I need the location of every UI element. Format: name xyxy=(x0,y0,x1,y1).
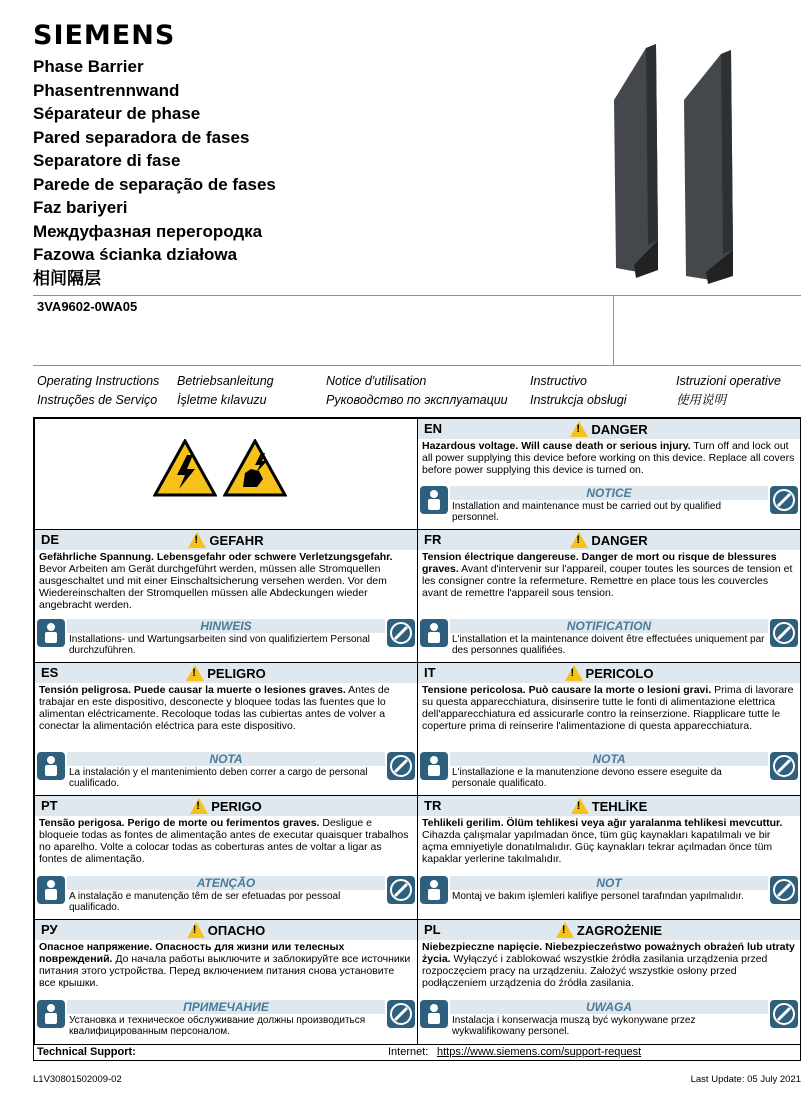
qualified-person-icon xyxy=(37,1000,65,1028)
danger-bold: Опасное напряжение. Опасность для жизни или телесных повреждений. xyxy=(39,941,345,965)
warning-triangle-icon xyxy=(186,665,204,681)
notice-text: L'installation et la maintenance doivent être effectuées uniquement par des personnes qualifiées. xyxy=(452,634,765,656)
danger-bold: Tensão perigosa. Perigo de morte ou ferimentos graves. xyxy=(39,817,320,829)
manual-es: Instructivo xyxy=(530,374,587,388)
tool-icon xyxy=(770,752,798,780)
safety-grid xyxy=(33,417,801,1061)
lang-code: FR xyxy=(424,532,442,547)
tool-icon xyxy=(770,876,798,904)
danger-title: DANGER xyxy=(591,422,648,437)
danger-text: Wyłączyć i zablokować wszystkie źródła zasilania urządzenia przed rozpoczęciem pracy na urządzeniu. Założyć wszystkie osłony przed podłączeniem urządzenia do źródła zasilania. xyxy=(422,953,768,989)
danger-text: Avant d'intervenir sur l'appareil, couper toutes les sources de tension et les consigner contre la refermeture. Remettre en place tous les couvercles avant de remettre l'appareil sous tension. xyxy=(422,563,793,599)
notice-text: Installations- und Wartungsarbeiten sind von qualifiziertem Personal durchzuführen. xyxy=(69,634,370,656)
section-pt xyxy=(34,795,418,920)
tool-icon xyxy=(770,1000,798,1028)
danger-title: PELIGRO xyxy=(207,666,266,681)
danger-title: TEHLİKE xyxy=(591,799,648,814)
danger-text: Prima di lavorare su questa apparecchiatura, disinserire tutte le fonti di alimentazione elettrica dell'apparecchiatura ed assicurarle contro la reinserzione. Riapplicare tutte le coperture prima di reinserire l'alimentazione di questa apparecchiatura. xyxy=(422,684,794,732)
notice-text: A instalação e manutenção têm de ser efetuadas por pessoal qualificado. xyxy=(69,891,341,913)
lang-code: IT xyxy=(424,665,436,680)
internet-label: Internet: xyxy=(388,1046,429,1058)
warning-triangle-icon xyxy=(190,798,208,814)
tool-icon xyxy=(387,752,415,780)
notice-title: NOTA xyxy=(67,752,385,766)
tool-icon xyxy=(387,1000,415,1028)
section-en xyxy=(417,418,801,530)
danger-text: Bevor Arbeiten am Gerät durchgeführt werden, müssen alle Stromquellen ausgeschaltet und mit einer Einschaltsicherung versehen werden. Vor dem Wiedereinschalten der Stromquellen müssen alle Abdeckungen wieder angebracht werden. xyxy=(39,563,387,611)
manual-it: Istruzioni operative xyxy=(676,374,781,388)
product-titles xyxy=(33,55,276,290)
danger-title: DANGER xyxy=(591,533,648,548)
notice-title: ПРИМЕЧАНИЕ xyxy=(67,1000,385,1014)
manual-fr: Notice d'utilisation xyxy=(326,374,427,388)
tool-icon xyxy=(387,619,415,647)
lang-code: PL xyxy=(424,922,441,937)
notice-text: Установка и техническое обслуживание должны производиться квалифицированным персоналом. xyxy=(69,1015,366,1037)
section-fr xyxy=(417,529,801,663)
phase-barrier-image xyxy=(606,40,746,290)
manual-pl: Instrukcja obsługi xyxy=(530,392,627,407)
danger-bold: Tehlikeli gerilim. Ölüm tehlikesi veya ağır yaralanma tehlikesi mevcuttur. xyxy=(422,817,783,829)
warning-triangle-icon xyxy=(556,922,574,938)
title-pl: Fazowa ścianka działowa xyxy=(33,245,238,264)
section-pl xyxy=(417,919,801,1045)
siemens-logo: SIEMENS xyxy=(33,20,176,51)
title-it: Separatore di fase xyxy=(33,151,181,170)
manual-ru: Руководство по эксплуатации xyxy=(326,392,508,407)
section-tr xyxy=(417,795,801,920)
warning-triangle-icon xyxy=(187,922,205,938)
qualified-person-icon xyxy=(420,619,448,647)
danger-text: Desligue e bloqueie todas as fontes de alimentação antes de executar quaisquer trabalhos no aparelho. Volte a colocar todas as coberturas antes de voltar a ligar as fontes de alimentação. xyxy=(39,817,409,865)
manual-zh: 使用说明 xyxy=(676,392,727,407)
notice-text: L'installazione e la manutenzione devono essere eseguite da personale qualificato. xyxy=(452,767,722,789)
danger-bold: Tensione pericolosa. Può causare la morte o lesioni gravi. xyxy=(422,684,712,696)
title-es: Pared separadora de fases xyxy=(33,127,250,147)
qualified-person-icon xyxy=(37,752,65,780)
warning-triangle-icon xyxy=(570,532,588,548)
title-ru: Междуфазная перегородка xyxy=(33,221,263,241)
lang-code: DE xyxy=(41,532,60,547)
danger-bold: Hazardous voltage. Will cause death or serious injury. xyxy=(422,440,691,452)
title-pt: Parede de separação de fases xyxy=(33,174,276,194)
notice-text: La instalación y el mantenimiento deben correr a cargo de personal cualificado. xyxy=(69,767,368,789)
qualified-person-icon xyxy=(420,1000,448,1028)
danger-bold: Tensión peligrosa. Puede causar la muerte o lesiones graves. xyxy=(39,684,346,696)
notice-title: UWAGA xyxy=(450,1000,768,1014)
title-fr: Séparateur de phase xyxy=(33,104,201,123)
qualified-person-icon xyxy=(37,619,65,647)
manual-tr: İşletme kılavuzu xyxy=(177,392,267,407)
technical-support-label: Technical Support: xyxy=(37,1046,136,1058)
document-id: L1V30801502009-02 xyxy=(33,1074,122,1085)
danger-text: Antes de trabajar en este dispositivo, desconecte y bloquee todas las fuentes que lo alimentan eléctricamente. Recoloque todas las cubiertas antes de volver a conectar la alimentación eléctrica para este dispositivo. xyxy=(39,684,390,732)
warning-triangle-icon xyxy=(565,665,583,681)
danger-text: До начала работы выключите и заблокируйте все источники питания этого устройства. Перед включением питания снова установите все крышки. xyxy=(39,953,411,989)
lang-code: TR xyxy=(424,798,442,813)
title-en: Phase Barrier xyxy=(33,57,144,76)
notice-text: Instalacja i konserwacja muszą być wykonywane przez wykwalifikowany personel. xyxy=(452,1015,696,1037)
danger-bold: Tension électrique dangereuse. Danger de mort ou risque de blessures graves. xyxy=(422,551,777,575)
notice-title: NOTIFICATION xyxy=(450,619,768,633)
notice-title: HINWEIS xyxy=(67,619,385,633)
warning-triangle-icon xyxy=(571,798,589,814)
electrocution-hand-warning-icon xyxy=(223,439,287,497)
qualified-person-icon xyxy=(420,752,448,780)
danger-bold: Gefährliche Spannung. Lebensgefahr oder schwere Verletzungsgefahr. xyxy=(39,551,393,563)
danger-title: ZAGROŻENIE xyxy=(576,923,663,938)
danger-bold: Niebezpieczne napięcie. Niebezpieczeństwo poważnych obrażeń lub utraty życia. xyxy=(422,941,795,965)
title-zh: 相间隔层 xyxy=(33,268,101,288)
electric-shock-warning-icon xyxy=(153,439,217,497)
qualified-person-icon xyxy=(420,876,448,904)
warning-triangle-icon xyxy=(188,532,206,548)
warning-triangle-icon xyxy=(570,421,588,437)
lang-code: РУ xyxy=(41,922,58,937)
qualified-person-icon xyxy=(37,876,65,904)
danger-title: ОПАСНО xyxy=(207,923,266,938)
title-tr: Faz bariyeri xyxy=(33,198,128,217)
section-ru xyxy=(34,919,418,1045)
danger-text: Cihazda çalışmalar yapılmadan önce, tüm güç kaynakları kapatılmalı ve bir açma emniyetiyle donatılmalıdır. Güç kaynakları tekrar açılmadan önce tüm kapaklar yerlerine takılmalıdır. xyxy=(422,829,773,865)
pictogram-cell xyxy=(34,418,418,530)
support-link[interactable]: https://www.siemens.com/support-request xyxy=(437,1046,642,1058)
notice-text: Installation and maintenance must be carried out by qualified personnel. xyxy=(452,501,722,523)
title-de: Phasentrennwand xyxy=(33,80,180,100)
danger-title: PERIGO xyxy=(211,799,262,814)
lang-code: PT xyxy=(41,798,58,813)
section-it xyxy=(417,662,801,796)
danger-text: Turn off and lock out all power supplying this device before working on this device. Replace all covers before power supplying this device is turned on. xyxy=(422,440,795,476)
tool-icon xyxy=(770,619,798,647)
notice-text: Montaj ve bakım işlemleri kalifiye personel tarafından yapılmalıdır. xyxy=(452,891,744,902)
manual-de: Betriebsanleitung xyxy=(177,374,274,388)
technical-support-row xyxy=(33,1044,801,1061)
last-update: Last Update: 05 July 2021 xyxy=(690,1074,801,1085)
lang-code: ES xyxy=(41,665,59,680)
section-es xyxy=(34,662,418,796)
notice-title: NOT xyxy=(450,876,768,890)
manual-en: Operating Instructions xyxy=(37,374,160,388)
danger-title: PERICOLO xyxy=(585,666,654,681)
tool-icon xyxy=(387,876,415,904)
order-number: 3VA9602-0WA05 xyxy=(37,299,138,314)
notice-title: ATENÇÃO xyxy=(67,876,385,890)
qualified-person-icon xyxy=(420,486,448,514)
notice-title: NOTA xyxy=(450,752,768,766)
danger-title: GEFAHR xyxy=(209,533,264,548)
notice-title: NOTICE xyxy=(450,486,768,500)
section-de xyxy=(34,529,418,663)
manual-pt: Instruções de Serviço xyxy=(37,392,158,407)
tool-icon xyxy=(770,486,798,514)
lang-code: EN xyxy=(424,421,443,436)
